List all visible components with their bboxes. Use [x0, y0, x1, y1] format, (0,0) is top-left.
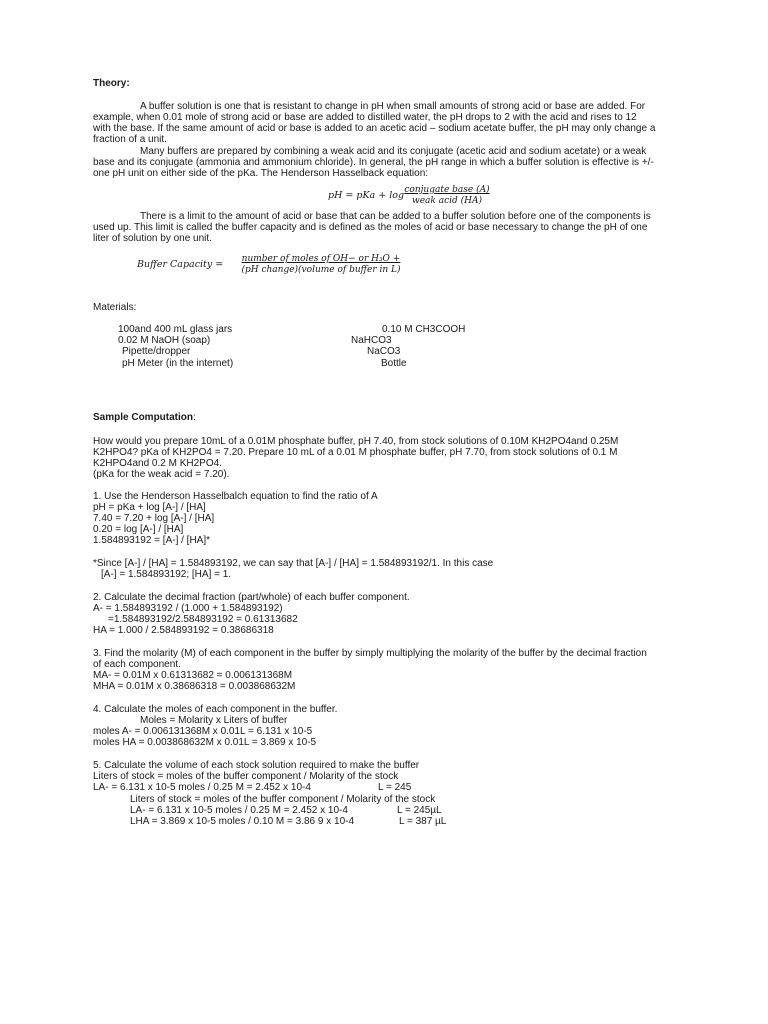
question-line: K2HPO4? pKa of KH2PO4 = 7.20. Prepare 10 mL of a 0.01 M phosphate buffer, pH 7.70, from stock solutions of 0.1 M [93, 447, 618, 458]
step3-line: MHA = 0.01M x 0.38686318 = 0.003868632M [93, 681, 296, 692]
hh-equation-lhs: pH = pKa + log [328, 190, 405, 201]
theory-heading: Theory: [93, 78, 130, 89]
theory-p1-line: example, when 0.01 mole of strong acid or base are added to distilled water, the pH drops to 2 with the acid and rises to 12 [93, 112, 637, 123]
step5-line: 5. Calculate the volume of each stock solution required to make the buffer [93, 760, 420, 771]
materials-right-item: Bottle [381, 358, 407, 369]
sample-heading-colon: : [193, 412, 196, 423]
step5-line: Liters of stock = moles of the buffer component / Molarity of the stock [130, 794, 436, 805]
materials-right-item: NaCO3 [367, 346, 401, 357]
step5-result: L = 245 [378, 782, 412, 793]
materials-right-item: 0.10 M CH3COOH [382, 324, 466, 335]
materials-heading: Materials: [93, 302, 137, 313]
step4-line: 4. Calculate the moles of each component in the buffer. [93, 704, 338, 715]
step4-line: moles HA = 0.003868632M x 0.01L = 3.869 x 10-5 [93, 737, 317, 748]
step5-result: L = 245µL [397, 805, 442, 816]
question-line: (pKa for the weak acid = 7.20). [93, 469, 230, 480]
theory-p3-line: There is a limit to the amount of acid or base that can be added to a buffer solution before one of the components is [140, 211, 651, 222]
theory-p1-line: with the base. If the same amount of acid or base is added to an acetic acid – sodium acetate buffer, the pH may only change a [93, 123, 656, 134]
materials-left-item: Pipette/dropper [122, 346, 191, 357]
materials-left-item: 100and 400 mL glass jars [118, 324, 233, 335]
step1-line: 1. Use the Henderson Hasselbalch equation to find the ratio of A [93, 491, 378, 502]
materials-right-item: NaHCO3 [351, 335, 392, 346]
theory-p3-line: used up. This limit is called the buffer capacity and is defined as the moles of acid or base necessary to change the pH of one [93, 222, 648, 233]
materials-left-item: 0.02 M NaOH (soap) [118, 335, 211, 346]
step3-line: of each component. [93, 659, 181, 670]
theory-p2-line: one pH unit on either side of the pKa. The Henderson Hasselback equation: [93, 168, 429, 179]
since-line: *Since [A-] / [HA] = 1.584893192, we can say that [A-] / [HA] = 1.584893192/1. In this case [93, 558, 494, 569]
step5-line: LA- = 6.131 x 10-5 moles / 0.25 M = 2.452 x 10-4 [93, 782, 311, 793]
step2-line: A- = 1.584893192 / (1.000 + 1.584893192) [93, 603, 283, 614]
step3-line: MA- = 0.01M x 0.61313682 = 0.006131368M [93, 670, 293, 681]
step2-line: =1.584893192/2.584893192 = 0.61313682 [108, 614, 298, 625]
step3-line: 3. Find the molarity (M) of each component in the buffer by simply multiplying the molarity of the buffer by the decimal fraction [93, 648, 647, 659]
sample-heading [93, 412, 196, 423]
bc-equation-fraction [228, 254, 414, 276]
theory-p1-line: fraction of a unit. [93, 134, 167, 145]
hh-equation-numerator: conjugate base (A) [404, 185, 490, 195]
step1-line: 1.584893192 = [A-] / [HA]* [93, 535, 211, 546]
since-line: [A-] = 1.584893192; [HA] = 1. [101, 569, 232, 580]
step1-line: 7.40 = 7.20 + log [A-] / [HA] [93, 513, 215, 524]
step4-line: Moles = Molarity x Liters of buffer [140, 715, 288, 726]
step2-line: 2. Calculate the decimal fraction (part/whole) of each buffer component. [93, 592, 410, 603]
materials-left-item: pH Meter (in the internet) [122, 358, 234, 369]
question-line: How would you prepare 10mL of a 0.01M phosphate buffer, pH 7.40, from stock solutions of 0.10M KH2PO4and 0.25M [93, 436, 619, 447]
theory-p3-line: liter of solution by one unit. [93, 233, 212, 244]
step2-line: HA = 1.000 / 2.584893192 = 0.38686318 [93, 625, 274, 636]
hh-equation-denominator: weak acid (HA) [412, 196, 482, 206]
step5-line: Liters of stock = moles of the buffer component / Molarity of the stock [93, 771, 399, 782]
step5-line: LHA = 3.869 x 10-5 moles / 0.10 M = 3.86 9 x 10-4 [130, 816, 355, 827]
question-line: K2HPO4and 0.2 M KH2PO4. [93, 458, 222, 469]
sample-heading-text: Sample Computation [93, 412, 194, 423]
hh-equation-fraction [404, 185, 490, 207]
step1-line: 0.20 = log [A-] / [HA] [93, 524, 184, 535]
theory-p1-line: A buffer solution is one that is resistant to change in pH when small amounts of strong acid or base are added. For [140, 101, 646, 112]
step5-line: LA- = 6.131 x 10-5 moles / 0.25 M = 2.452 x 10-4 [130, 805, 348, 816]
theory-p2-line: Many buffers are prepared by combining a weak acid and its conjugate (acetic acid and sodium acetate) or a weak [140, 146, 647, 157]
step5-result: L = 387 µL [399, 816, 447, 827]
bc-equation-lhs: Buffer Capacity = [137, 259, 224, 270]
bc-equation-numerator: number of moles of OH− or H₃O + [241, 254, 401, 264]
theory-p2-line: base and its conjugate (ammonia and ammonium chloride). In general, the pH range in which a buffer solution is effective is +/- [93, 157, 654, 168]
bc-equation-denominator: (pH change)(volume of buffer in L) [241, 265, 401, 275]
step1-line: pH = pKa + log [A-] / [HA] [93, 502, 206, 513]
step4-line: moles A- = 0.006131368M x 0.01L = 6.131 x 10-5 [93, 726, 313, 737]
